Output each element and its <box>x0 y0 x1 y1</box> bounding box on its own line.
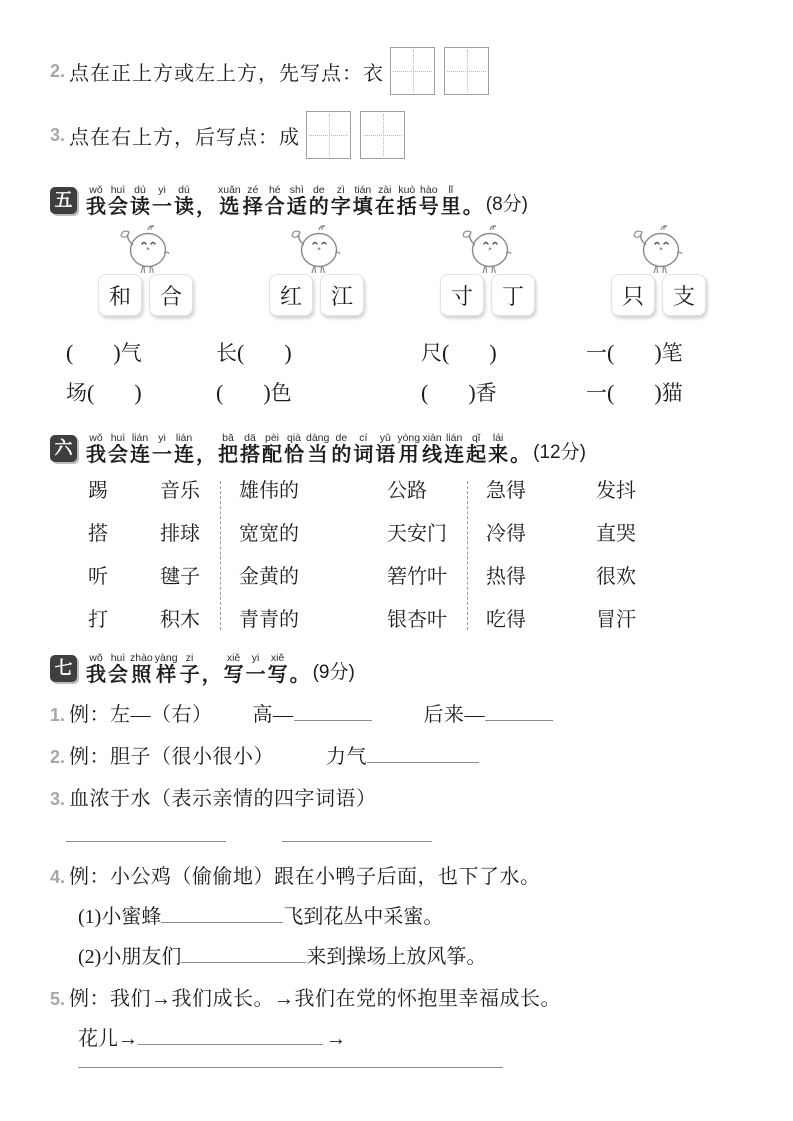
match-word: 雄伟的 <box>239 480 299 502</box>
given-character: 色 <box>270 381 292 405</box>
fill-blank-rows <box>50 332 757 412</box>
match-word: 天安门 <box>387 523 447 545</box>
character-card: 只 <box>611 274 655 316</box>
answer-blank <box>294 705 372 721</box>
bracket-fill-item <box>66 377 216 407</box>
match-word: 音乐 <box>160 480 200 502</box>
section-score: (8分) <box>485 194 529 215</box>
fill-blank-row <box>50 372 757 412</box>
item-number: 2. <box>50 747 66 767</box>
match-word: 急得 <box>486 480 526 502</box>
open-paren: ( <box>237 340 245 365</box>
item-number: 1. <box>50 705 66 725</box>
title-character: 合hé <box>264 184 285 218</box>
fill-blank-row <box>50 332 757 372</box>
match-word: 直哭 <box>596 523 636 545</box>
item-number: 3. <box>50 789 66 809</box>
title-character: 填tián <box>352 184 373 218</box>
title-character: 。 <box>289 664 310 686</box>
close-paren: ) <box>134 380 142 405</box>
title-character: ， <box>196 444 216 466</box>
match-word: 很欢 <box>596 566 636 588</box>
title-character: 我wǒ <box>86 184 106 218</box>
prompt-word: 高— <box>252 704 294 726</box>
title-character: 配pèi <box>262 432 282 466</box>
section-six-header <box>50 432 757 465</box>
item-number: 2. <box>50 60 66 81</box>
tian-grid-box <box>444 47 489 95</box>
chick-icon <box>630 223 688 275</box>
practice-grid-boxes <box>306 111 405 159</box>
given-character: 一 <box>586 341 607 365</box>
open-paren: ( <box>216 380 224 405</box>
item-number: 3. <box>50 124 66 145</box>
title-character: 一yi <box>245 652 266 686</box>
match-word: 打 <box>88 609 108 631</box>
title-character: 语yǔ <box>375 432 396 466</box>
match-word: 冒汗 <box>596 609 636 631</box>
given-character: 气 <box>120 341 142 365</box>
tian-grid-box <box>306 111 351 159</box>
close-paren: ) <box>284 340 292 365</box>
title-character: 连lián <box>444 432 465 466</box>
chick-icon <box>459 223 517 275</box>
title-character: 。 <box>510 444 531 466</box>
title-character: 连lián <box>174 432 194 466</box>
title-character: 写xiě <box>267 652 288 686</box>
title-character: 线xiàn <box>422 432 443 466</box>
section-title <box>85 652 311 685</box>
given-character: 尺 <box>421 341 442 365</box>
bracket-fill-item <box>216 337 421 367</box>
title-character: 来lái <box>488 432 509 466</box>
title-character: 里lǐ <box>440 184 461 218</box>
answer-blank <box>161 907 283 923</box>
stroke-rule-text: 点在正上方或左上方，先写点：衣 <box>69 62 385 85</box>
title-character: 的de <box>308 184 329 218</box>
section-title <box>85 432 531 465</box>
bracket-fill-item <box>216 377 421 407</box>
card-group <box>440 223 535 316</box>
match-word: 吃得 <box>486 609 526 631</box>
title-character: 写xiě <box>223 652 244 686</box>
title-character: 选xuǎn <box>218 184 241 218</box>
question-5 <box>50 982 757 1011</box>
example-text: 例：我们→我们成长。→我们在党的怀抱里幸福成长。 <box>69 988 562 1010</box>
match-right-column <box>387 479 447 632</box>
match-right-column <box>160 479 200 632</box>
title-character: ， <box>201 664 222 686</box>
match-word: 热得 <box>486 566 526 588</box>
tian-grid-box <box>390 47 435 95</box>
section-marker: 五 <box>50 187 77 214</box>
character-card: 红 <box>269 274 313 316</box>
title-character: 恰qià <box>284 432 304 466</box>
match-word: 听 <box>88 566 108 588</box>
sentence-end: 飞到花丛中采蜜。 <box>283 906 444 928</box>
answer-blank <box>181 947 306 963</box>
sentence-start: 小朋友们 <box>101 946 182 968</box>
match-word: 踢 <box>88 480 108 502</box>
title-character: 我wǒ <box>86 432 106 466</box>
title-character: 把bǎ <box>218 432 238 466</box>
open-paren: ( <box>66 340 74 365</box>
match-word: 公路 <box>387 480 427 502</box>
title-character: 一yi <box>152 432 172 466</box>
section-score: (9分) <box>312 662 355 683</box>
section-five-header <box>50 184 757 217</box>
answer-blank <box>66 826 226 842</box>
question-5-answer-row <box>50 1022 757 1074</box>
match-word: 排球 <box>160 523 200 545</box>
sentence-end: 来到操场上放风筝。 <box>306 946 487 968</box>
given-character: 猫 <box>661 381 683 405</box>
match-word: 冷得 <box>486 523 526 545</box>
title-character: 子zi <box>179 652 200 686</box>
card-group <box>98 223 193 316</box>
title-character: 会huì <box>108 184 128 218</box>
match-left-column <box>486 479 526 632</box>
title-character: 样yàng <box>154 652 178 686</box>
title-character: 会huì <box>108 652 128 686</box>
stroke-rule-item-2 <box>50 42 757 100</box>
character-card: 丁 <box>491 274 535 316</box>
matching-exercise <box>50 479 757 632</box>
match-word: 银杏叶 <box>387 609 447 631</box>
bracket-fill-item <box>421 337 586 367</box>
given-character: 长 <box>216 341 237 365</box>
match-group <box>88 479 200 632</box>
item-number: 4. <box>50 867 66 887</box>
stroke-rule-text: 点在右上方，后写点：成 <box>69 126 301 149</box>
character-card: 和 <box>98 274 142 316</box>
title-character: 词cí <box>353 432 374 466</box>
chick-icon <box>288 223 346 275</box>
close-paren: ) <box>654 380 662 405</box>
prompt-word: 后来— <box>423 704 486 726</box>
question-4 <box>50 860 757 889</box>
title-character: 用yòng <box>397 432 421 466</box>
close-paren: ) <box>113 340 121 365</box>
match-right-column <box>596 479 636 632</box>
match-word: 毽子 <box>160 566 200 588</box>
answer-blank <box>282 826 432 842</box>
group-divider <box>220 481 221 630</box>
title-character: 的de <box>331 432 352 466</box>
question-text: 血浓于水（表示亲情的四字词语） <box>69 788 377 810</box>
example-text: 例：左—（右） <box>69 704 213 726</box>
given-character: 笔 <box>661 341 683 365</box>
close-paren: ) <box>263 380 271 405</box>
title-character: 会huì <box>108 432 128 466</box>
open-paren: ( <box>87 380 95 405</box>
character-card: 江 <box>320 274 364 316</box>
title-character: 择zé <box>242 184 263 218</box>
match-left-column <box>239 479 299 632</box>
open-paren: ( <box>442 340 450 365</box>
title-character: 搭dā <box>240 432 260 466</box>
match-left-column <box>88 479 108 632</box>
match-word: 青青的 <box>239 609 299 631</box>
match-group <box>486 479 636 632</box>
title-character: 读dú <box>130 184 150 218</box>
card-group <box>269 223 364 316</box>
character-card: 合 <box>149 274 193 316</box>
answer-blank <box>485 705 553 721</box>
bracket-fill-item <box>586 337 757 367</box>
group-divider <box>467 481 468 630</box>
item-number: 5. <box>50 989 66 1009</box>
title-character: 我wǒ <box>86 652 106 686</box>
sentence-start: 小蜜蜂 <box>101 906 162 928</box>
open-paren: ( <box>421 380 429 405</box>
section-seven-header <box>50 652 757 685</box>
character-card: 寸 <box>440 274 484 316</box>
example-text: 例：小公鸡（偷偷地）跟在小鸭子后面，也下了水。 <box>69 866 541 888</box>
title-character: 适shì <box>286 184 307 218</box>
sentence-start: 花儿→ <box>78 1028 138 1050</box>
prompt-word: 力气 <box>326 746 368 768</box>
match-group <box>239 479 447 632</box>
title-character: 在zài <box>374 184 395 218</box>
match-word: 箬竹叶 <box>387 566 447 588</box>
given-character: 一 <box>586 381 607 405</box>
given-character: 香 <box>475 381 497 405</box>
answer-blank <box>138 1029 323 1045</box>
sub-number: (1) <box>78 906 102 928</box>
match-word: 发抖 <box>596 480 636 502</box>
bracket-fill-item <box>586 377 757 407</box>
title-character: ， <box>196 196 216 218</box>
section-marker: 六 <box>50 435 77 462</box>
question-3 <box>50 782 757 811</box>
question-1 <box>50 698 757 727</box>
sub-number: (2) <box>78 946 102 968</box>
close-paren: ) <box>468 380 476 405</box>
question-4-sub-1 <box>50 900 757 929</box>
match-word: 搭 <box>88 523 108 545</box>
close-paren: ) <box>489 340 497 365</box>
card-groups-row <box>50 223 757 316</box>
title-character: 起qǐ <box>466 432 487 466</box>
title-character: 一yi <box>152 184 172 218</box>
match-word: 积木 <box>160 609 200 631</box>
title-character: 号hào <box>418 184 439 218</box>
tian-grid-box <box>360 111 405 159</box>
question-4-sub-2 <box>50 940 757 969</box>
title-character: 括kuò <box>396 184 417 218</box>
question-2 <box>50 740 757 769</box>
bracket-fill-item <box>421 377 586 407</box>
title-character: 照zhào <box>130 652 153 686</box>
title-character: 读dú <box>174 184 194 218</box>
stroke-rule-item-3 <box>50 106 757 164</box>
title-character: 连lián <box>130 432 150 466</box>
section-title <box>85 184 484 217</box>
title-character: 当dàng <box>306 432 330 466</box>
open-paren: ( <box>607 380 615 405</box>
character-card: 支 <box>662 274 706 316</box>
match-word: 宽宽的 <box>239 523 299 545</box>
close-paren: ) <box>654 340 662 365</box>
answer-blank <box>78 1052 503 1068</box>
chick-icon <box>117 223 175 275</box>
example-text: 例：胆子（很小很小） <box>69 746 275 768</box>
arrow-glyph: → <box>326 1028 346 1050</box>
title-character: 字zì <box>330 184 351 218</box>
open-paren: ( <box>607 340 615 365</box>
card-group <box>611 223 706 316</box>
section-marker: 七 <box>50 655 77 682</box>
practice-grid-boxes <box>390 47 489 95</box>
given-character: 场 <box>66 381 87 405</box>
answer-line-row <box>50 826 757 847</box>
section-score: (12分) <box>533 442 586 463</box>
bracket-fill-item <box>66 337 216 367</box>
title-character: 。 <box>462 196 483 218</box>
answer-blank <box>367 747 479 763</box>
match-word: 金黄的 <box>239 566 299 588</box>
